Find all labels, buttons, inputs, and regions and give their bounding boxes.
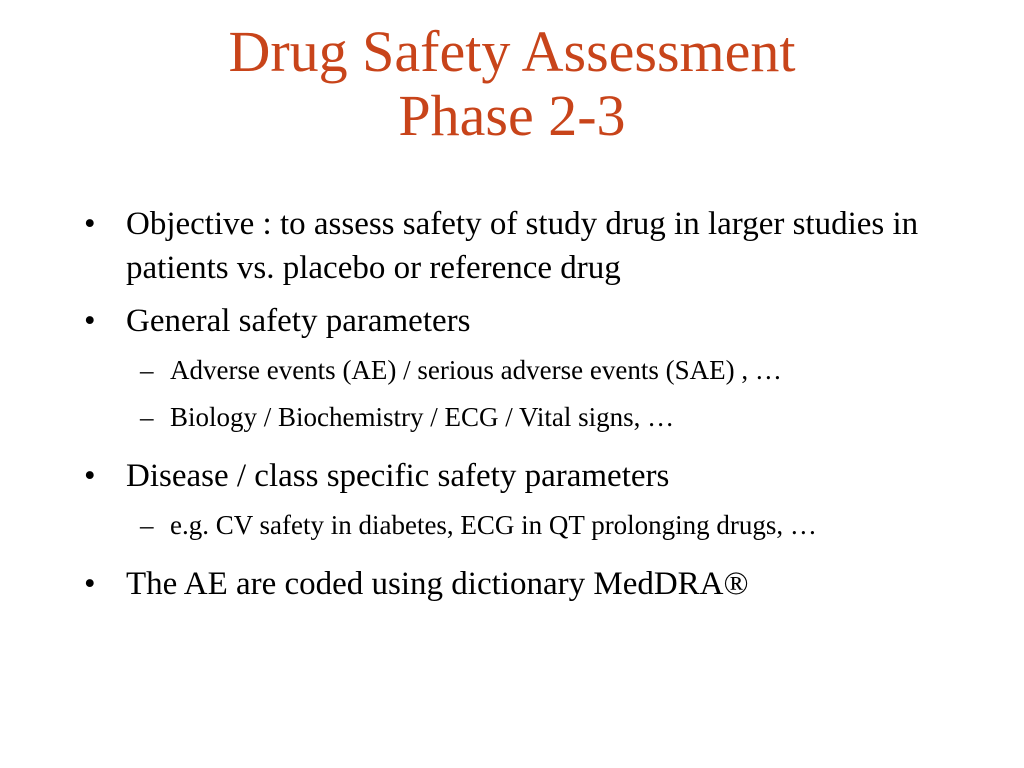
sub-bullet-marker: – (140, 510, 154, 540)
sub-bullet-text: Adverse events (AE) / serious adverse events (SAE) , … (170, 355, 782, 385)
bullet-text: Disease / class specific safety parameters (126, 458, 670, 494)
bullet-marker: • (84, 206, 96, 242)
sub-bullet-marker: – (140, 402, 154, 432)
bullet-general-safety (84, 299, 964, 343)
sub-bullet-text: e.g. CV safety in diabetes, ECG in QT prolonging drugs, … (170, 510, 817, 540)
bullet-objective (84, 202, 964, 290)
bullet-meddra (84, 562, 964, 606)
bullet-list (84, 202, 964, 615)
bullet-marker: • (84, 566, 96, 602)
sub-bullet-marker: – (140, 355, 154, 385)
slide-title (0, 20, 1024, 148)
title-line-1: Drug Safety Assessment (228, 19, 796, 84)
title-line-2: Phase 2-3 (398, 83, 626, 148)
bullet-text: The AE are coded using dictionary MedDRA® (126, 566, 749, 602)
sub-bullet-adverse-events (84, 352, 964, 389)
bullet-marker: • (84, 303, 96, 339)
bullet-text: Objective : to assess safety of study drug in larger studies in patients vs. placebo or reference drug (126, 206, 919, 286)
bullet-text: General safety parameters (126, 303, 471, 339)
bullet-disease-specific (84, 454, 964, 498)
sub-bullet-biology (84, 399, 964, 436)
bullet-marker: • (84, 458, 96, 494)
sub-bullet-text: Biology / Biochemistry / ECG / Vital signs, … (170, 402, 675, 432)
sub-bullet-cv-safety (84, 507, 964, 544)
